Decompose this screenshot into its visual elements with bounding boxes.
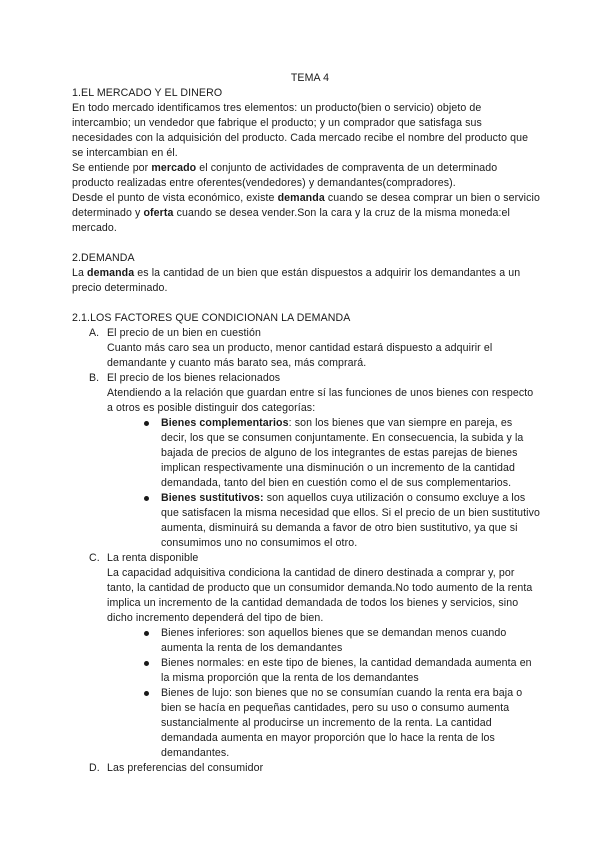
factor-c-bullets [107, 626, 540, 761]
factor-a-text: Cuanto más caro sea un producto, menor cantidad estará dispuesto a adquirir el demandante y cuanto más barato sea, más comprará. [107, 342, 493, 369]
factor-b-title: El precio de los bienes relacionados [107, 372, 281, 384]
document-title: TEMA 4 [290, 72, 330, 84]
bullet-inferiores: Bienes inferiores: son aquellos bienes que se demandan menos cuando aumenta la renta de los demandantes [144, 626, 540, 656]
bullet-normales: Bienes normales: en este tipo de bienes, la cantidad demandada aumenta en la misma proporción que la renta de los demandantes [144, 656, 540, 686]
factor-item-b: B. El precio de los bienes relacionados Atendiendo a la relación que guardan entre sí las funciones de unos bienes con respecto a otros es posible distinguir dos categorías: Bienes complementarios: son los bienes que van siempre en pareja, es decir, los que se consumen conjuntamente. En consecuencia, la subida y la bajada de precios de alguno de los integrantes de estas parejas de bienes implican respectivamente una disminución o un incremento de la cantidad demandada, tanto del bien en cuestión como el de sus complementarios. Bienes sustitutivos: son aquellos cuya utilización o consumo excluye a los que satisfacen la misma necesidad que ellos. Si el precio de un bien sustitutivo aumenta, disminuirá su demanda a favor de otro bien sustitutivo, ya que si consumimos uno no consumimos el otro. [89, 372, 540, 549]
factor-c-title: La renta disponible [107, 552, 199, 564]
factors-list [72, 326, 540, 776]
factor-item-d: D. Las preferencias del consumidor [72, 761, 540, 776]
section-2-paragraph: La demanda es la cantidad de un bien que están dispuestos a adquirir los demandantes a un precio determinado. [72, 267, 521, 294]
section-1-heading: 1.EL MERCADO Y EL DINERO [72, 87, 223, 99]
section-1-paragraph-3: Desde el punto de vista económico, existe demanda cuando se desea comprar un bien o servicio determinado y oferta cuando se desea vender.Son la cara y la cruz de la misma moneda:el mercado. [72, 192, 540, 234]
bullet-lujo: Bienes de lujo: son bienes que no se consumían cuando la renta era baja o bien se hacía en pequeñas cantidades, pero su uso o consumo aumenta sustancialmente al producirse un incremento de la renta. La cantidad demandada aumenta en mayor proporción que lo hace la renta de los demandantes. [144, 686, 540, 761]
section-2-heading: 2.DEMANDA [72, 252, 135, 264]
factor-d-title: Las preferencias del consumidor [107, 762, 264, 774]
bullet-complementarios: Bienes complementarios: son los bienes que van siempre en pareja, es decir, los que se consumen conjuntamente. En consecuencia, la subida y la bajada de precios de alguno de los integrantes de estas parejas de bienes implican respectivamente una disminución o un incremento de la cantidad demandada, tanto del bien en cuestión como el de sus complementarios. [144, 416, 540, 491]
factor-item-c: C. La renta disponible La capacidad adquisitiva condiciona la cantidad de dinero destinada a comprar y, por tanto, la cantidad de producto que un consumidor demanda.No todo aumento de la renta implica un incremento de la cantidad demandada de todos los bienes y servicios, sino dicho incremento dependerá del tipo de bien. Bienes inferiores: son aquellos bienes que se demandan menos cuando aumenta la renta de los demandantes Bienes normales: en este tipo de bienes, la cantidad demandada aumenta en la misma proporción que la renta de los demandantes Bienes de lujo: son bienes que no se consumían cuando la renta era baja o bien se hacía en pequeñas cantidades, pero su uso o consumo aumenta sustancialmente al producirse un incremento de la renta. La cantidad demandada aumenta en mayor proporción que lo hace la renta de los demandantes. [72, 551, 540, 761]
factor-c-text: La capacidad adquisitiva condiciona la cantidad de dinero destinada a comprar y, por tanto, la cantidad de producto que un consumidor demanda.No todo aumento de la renta implica un incremento de la cantidad demandada de todos los bienes y servicios, sino dicho incremento dependerá del tipo de bien. [107, 567, 533, 624]
factor-b-bullets [107, 416, 540, 551]
bullet-sustitutivos: Bienes sustitutivos: son aquellos cuya utilización o consumo excluye a los que satisfacen la misma necesidad que ellos. Si el precio de un bien sustitutivo aumenta, disminuirá su demanda a favor de otro bien sustitutivo, ya que si consumimos uno no consumimos el otro. [144, 491, 540, 551]
section-2-1-heading: 2.1.LOS FACTORES QUE CONDICIONAN LA DEMANDA [72, 312, 351, 324]
factor-a-title: El precio de un bien en cuestión [107, 327, 261, 339]
factor-b-text: Atendiendo a la relación que guardan entre sí las funciones de unos bienes con respecto a otros es posible distinguir dos categorías: [107, 387, 534, 414]
section-1-paragraph-1: En todo mercado identificamos tres elementos: un producto(bien o servicio) objeto de intercambio; un vendedor que fabrique el producto; y un comprador que satisfaga sus necesidades con la adquisición del producto. Cada mercado recibe el nombre del producto que se intercambian en él. [72, 102, 529, 159]
section-1-paragraph-2: Se entiende por mercado el conjunto de actividades de compraventa de un determinado producto realizadas entre oferentes(vendedores) y demandantes(compradores). [72, 162, 498, 189]
factor-item-a: A. El precio de un bien en cuestión Cuanto más caro sea un producto, menor cantidad estará dispuesto a adquirir el demandante y cuanto más barato sea, más comprará. [72, 326, 540, 371]
